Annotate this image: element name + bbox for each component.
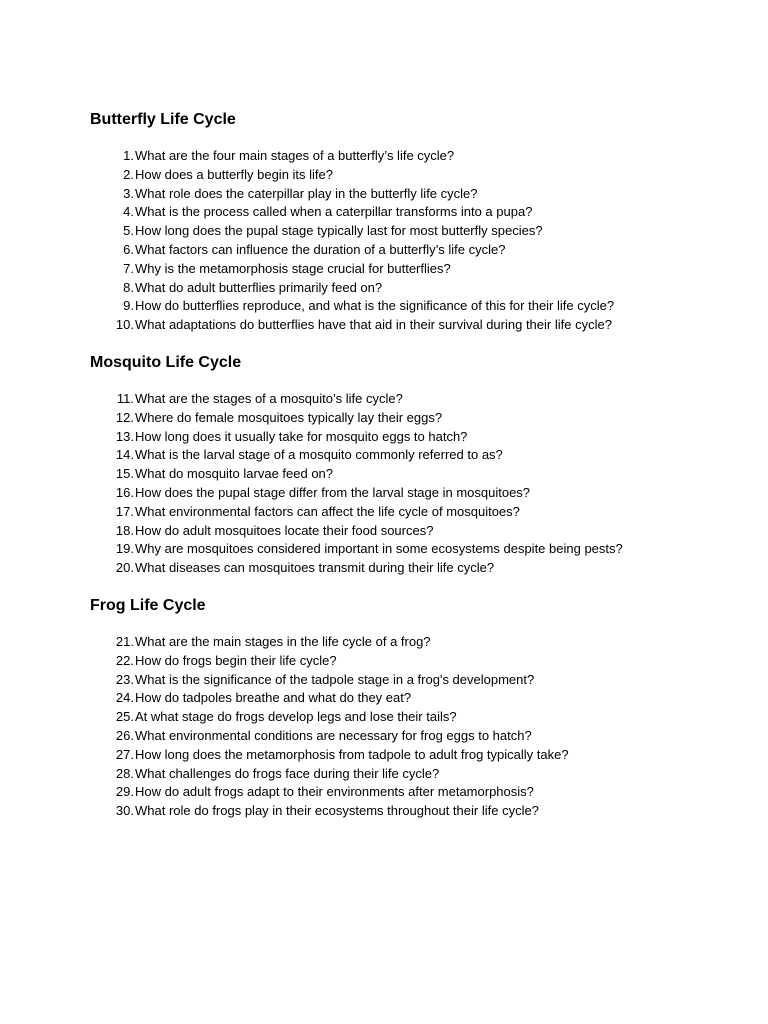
section-title: Mosquito Life Cycle [90, 353, 242, 371]
question-text: What are the four main stages of a butterfly’s life cycle? [135, 148, 455, 163]
question-text: What factors can influence the duration of a butterfly’s life cycle? [135, 241, 506, 257]
question-text: What do adult butterflies primarily feed on? [135, 279, 383, 295]
question-number: 11. [116, 390, 134, 406]
question-item [90, 465, 768, 484]
question-item [90, 147, 768, 166]
section-mosquito [90, 353, 768, 578]
question-list [90, 147, 768, 335]
question-text: How long does it usually take for mosquito eggs to hatch? [135, 428, 468, 444]
question-item [90, 260, 768, 279]
question-text: How do butterflies reproduce, and what is the significance of this for their life cycle? [135, 298, 615, 314]
question-text: What challenges do frogs face during their life cycle? [135, 765, 440, 781]
section-title: Butterfly Life Cycle [90, 111, 236, 128]
question-number: 26. [115, 727, 134, 743]
section-title: Frog Life Cycle [90, 596, 206, 614]
question-list [90, 633, 768, 821]
question-text: How does a butterfly begin its life? [135, 166, 333, 182]
question-number: 24. [115, 690, 134, 706]
question-item [90, 708, 768, 727]
question-number: 1. [123, 148, 134, 163]
question-number: 9. [123, 298, 134, 314]
question-number: 30. [115, 803, 134, 819]
question-text: How do tadpoles breathe and what do they eat? [135, 690, 412, 706]
question-number: 15. [115, 466, 134, 482]
question-item [90, 540, 768, 559]
question-item [90, 652, 768, 671]
question-number: 8. [123, 279, 134, 295]
question-item [90, 727, 768, 746]
question-text: Why is the metamorphosis stage crucial for butterflies? [135, 260, 451, 276]
question-text: What are the stages of a mosquito’s life cycle? [135, 390, 403, 406]
question-number: 4. [123, 204, 134, 220]
question-item [90, 689, 768, 708]
question-item [90, 783, 768, 802]
question-text: What is the significance of the tadpole stage in a frog's development? [135, 671, 535, 687]
question-item [90, 166, 768, 185]
question-item [90, 203, 768, 222]
question-item [90, 390, 768, 409]
question-number: 25. [115, 709, 134, 725]
question-text: How do adult frogs adapt to their environments after metamorphosis? [135, 784, 534, 800]
question-item [90, 559, 768, 578]
question-number: 7. [123, 260, 134, 276]
question-number: 3. [123, 185, 134, 201]
question-text: What role does the caterpillar play in the butterfly life cycle? [135, 185, 478, 201]
question-number: 16. [115, 484, 134, 500]
question-item [90, 279, 768, 298]
question-item [90, 633, 768, 652]
question-text: What is the process called when a caterpillar transforms into a pupa? [135, 204, 533, 220]
question-item [90, 802, 768, 821]
question-text: What diseases can mosquitoes transmit during their life cycle? [135, 560, 495, 576]
question-number: 5. [123, 223, 134, 239]
question-number: 17. [115, 503, 134, 519]
question-number: 2. [123, 166, 134, 182]
question-number: 10. [115, 317, 134, 333]
question-number: 29. [115, 784, 134, 800]
question-number: 27. [115, 746, 134, 762]
question-text: What is the larval stage of a mosquito commonly referred to as? [135, 447, 503, 463]
section-butterfly [90, 110, 768, 335]
question-item [90, 746, 768, 765]
question-number: 23. [115, 671, 134, 687]
question-text: Why are mosquitoes considered important in some ecosystems despite being pests? [135, 541, 623, 557]
question-number: 18. [115, 522, 134, 538]
question-number: 13. [115, 428, 134, 444]
question-text: What environmental conditions are necessary for frog eggs to hatch? [135, 727, 532, 743]
question-number: 20. [115, 560, 134, 576]
question-text: What do mosquito larvae feed on? [135, 466, 334, 482]
question-item [90, 503, 768, 522]
question-item [90, 522, 768, 541]
question-text: How does the pupal stage differ from the larval stage in mosquitoes? [135, 484, 531, 500]
question-text: Where do female mosquitoes typically lay their eggs? [135, 409, 443, 425]
question-item [90, 409, 768, 428]
question-number: 12. [115, 409, 134, 425]
question-text: What environmental factors can affect the life cycle of mosquitoes? [135, 503, 520, 519]
question-number: 22. [115, 652, 134, 668]
question-item [90, 446, 768, 465]
section-frog [90, 596, 768, 821]
question-item [90, 316, 768, 335]
question-item [90, 241, 768, 260]
question-item [90, 484, 768, 503]
question-list [90, 390, 768, 578]
question-number: 28. [115, 765, 134, 781]
question-text: What are the main stages in the life cycle of a frog? [135, 633, 431, 649]
question-text: How do frogs begin their life cycle? [135, 652, 337, 668]
question-item [90, 222, 768, 241]
question-item [90, 428, 768, 447]
question-text: What role do frogs play in their ecosystems throughout their life cycle? [135, 803, 539, 819]
question-number: 21. [115, 633, 134, 649]
question-number: 14. [115, 447, 134, 463]
question-item [90, 297, 768, 316]
question-text: At what stage do frogs develop legs and lose their tails? [135, 709, 457, 725]
question-text: How do adult mosquitoes locate their food sources? [135, 522, 434, 538]
question-number: 19. [115, 541, 134, 557]
question-text: How long does the metamorphosis from tadpole to adult frog typically take? [135, 746, 569, 762]
question-item [90, 765, 768, 784]
question-number: 6. [123, 241, 134, 257]
question-item [90, 185, 768, 204]
question-text: What adaptations do butterflies have that aid in their survival during their life cycle? [135, 317, 612, 333]
question-text: How long does the pupal stage typically last for most butterfly species? [135, 223, 543, 239]
question-item [90, 671, 768, 690]
